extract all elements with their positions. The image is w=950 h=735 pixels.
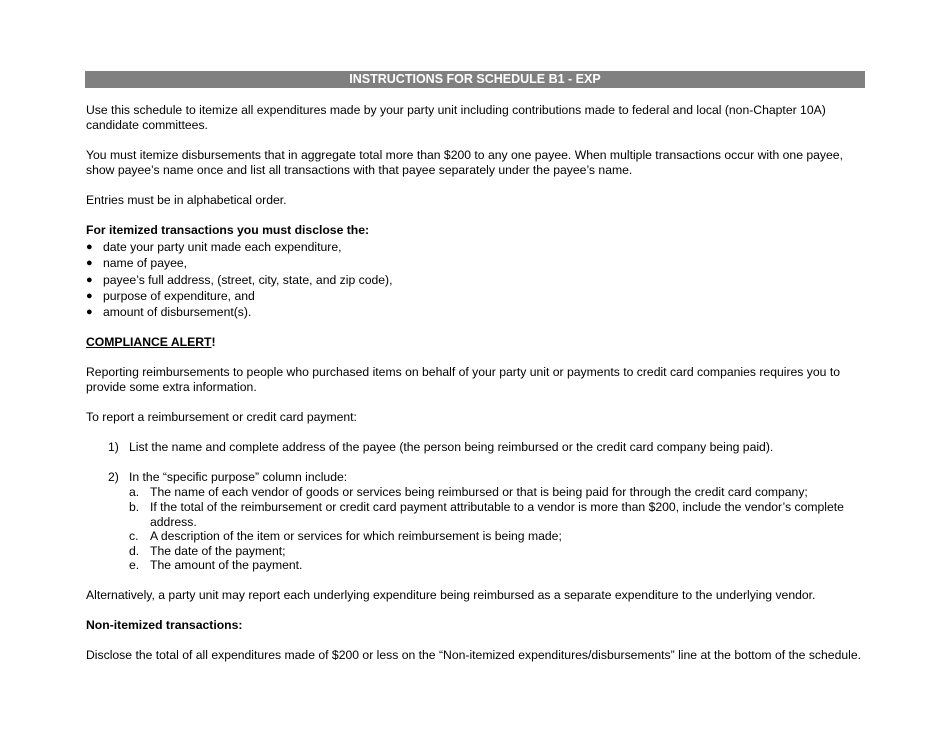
list-item-letter: d. (129, 543, 140, 558)
step-item (108, 440, 865, 455)
specific-purpose-list (129, 485, 865, 573)
list-item-text: amount of disbursement(s). (103, 305, 252, 320)
step-text: In the “specific purpose” column include: (129, 470, 348, 485)
intro-paragraph-3: Entries must be in alphabetical order. (86, 193, 287, 207)
compliance-paragraph-1: Reporting reimbursements to people who purchased items on behalf of your party unit or payments to credit card companies requires you to provide some extra information. (86, 365, 840, 395)
non-itemized-heading: Non-itemized transactions: (86, 618, 243, 633)
non-itemized-paragraph: Disclose the total of all expenditures made of $200 or less on the “Non-itemized expenditures/disbursements” line at the bottom of the schedule. (86, 648, 862, 663)
bullet-icon: ● (86, 273, 93, 286)
bullet-icon: ● (86, 241, 93, 253)
list-item-text: name of payee, (103, 256, 188, 271)
list-item (86, 255, 865, 271)
list-item (86, 288, 865, 304)
list-item (129, 558, 865, 573)
list-item-text: purpose of expenditure, and (103, 288, 255, 303)
list-item (86, 304, 865, 320)
step-item (108, 470, 865, 573)
list-item-letter: b. (129, 500, 140, 515)
intro-paragraph-1: Use this schedule to itemize all expenditures made by your party unit including contributions made to federal and local (non-Chapter 10A) candidate committees. (86, 103, 826, 132)
step-number: 1) (108, 440, 119, 455)
step-text: List the name and complete address of the payee (the person being reimbursed or the credit card company being paid). (129, 440, 774, 455)
list-item-letter: a. (129, 485, 140, 500)
list-item (86, 272, 865, 288)
list-item-text: The name of each vendor of goods or services being reimbursed or that is being paid for through the credit card company; (150, 485, 808, 500)
compliance-paragraph-2: To report a reimbursement or credit card payment: (86, 410, 357, 425)
list-item (86, 239, 865, 255)
list-item-text: payee’s full address, (street, city, state, and zip code), (103, 272, 393, 287)
list-item-text: The amount of the payment. (150, 558, 303, 573)
list-item-text: date your party unit made each expenditure, (103, 240, 342, 254)
bullet-icon: ● (86, 257, 93, 270)
list-item-text: A description of the item or services for which reimbursement is being made; (150, 529, 562, 544)
compliance-alert-label: COMPLIANCE ALERT (86, 335, 212, 350)
bullet-icon: ● (86, 289, 93, 302)
compliance-alert-heading (86, 335, 865, 350)
step-number: 2) (108, 470, 119, 485)
list-item-text: The date of the payment; (150, 543, 286, 558)
list-item (129, 485, 865, 500)
list-item (129, 500, 865, 529)
instructions-page (86, 71, 865, 663)
compliance-alert-suffix: ! (211, 335, 216, 350)
schedule-title: INSTRUCTIONS FOR SCHEDULE B1 - EXP (85, 71, 865, 88)
reimbursement-steps (86, 440, 865, 573)
list-item-letter: c. (129, 529, 139, 544)
alternative-paragraph: Alternatively, a party unit may report each underlying expenditure being reimbursed as a separate expenditure to the underlying vendor. (86, 588, 816, 603)
bullet-icon: ● (86, 306, 93, 319)
list-item (129, 544, 865, 559)
list-item-text: If the total of the reimbursement or credit card payment attributable to a vendor is more than $200, include the vendor’s complete address. (150, 500, 844, 529)
list-item (129, 529, 865, 544)
itemized-heading: For itemized transactions you must disclose the: (86, 223, 370, 237)
itemized-bullet-list (86, 239, 865, 320)
list-item-letter: e. (129, 558, 140, 573)
intro-paragraph-2: You must itemize disbursements that in aggregate total more than $200 to any one payee. When multiple transactions occur with one payee, show payee’s name once and list all transactions with that payee separately under the payee’s name. (86, 148, 843, 177)
